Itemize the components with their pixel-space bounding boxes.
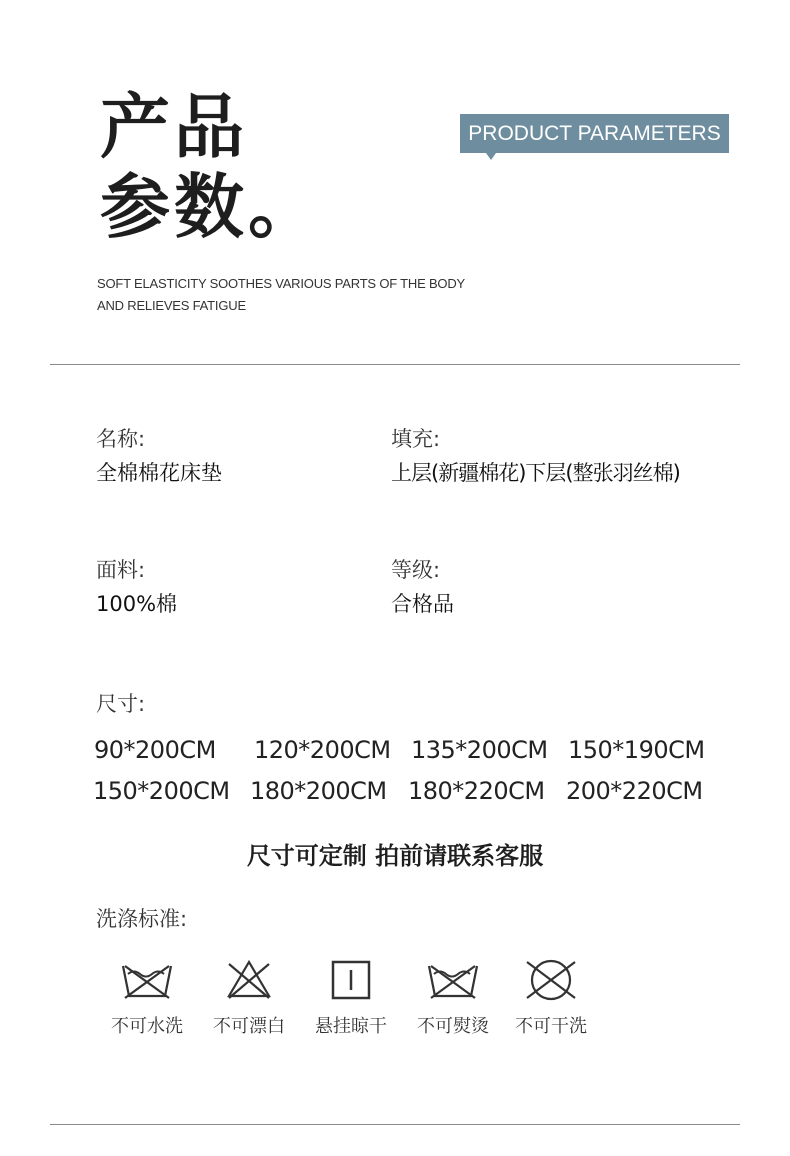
section-badge: PRODUCT PARAMETERS: [460, 114, 729, 153]
subtitle-line-2: AND RELIEVES FATIGUE: [97, 298, 246, 313]
care-item-label: 悬挂晾干: [315, 1016, 387, 1037]
fill-value: 上层(新疆棉花)下层(整张羽丝棉): [391, 461, 680, 485]
care-item: [501, 958, 601, 1038]
grade-value: 合格品: [391, 592, 454, 616]
care-item: [97, 958, 197, 1038]
size-option: 120*200CM: [254, 736, 391, 764]
care-item-label: 不可熨烫: [417, 1016, 489, 1037]
name-value: 全棉棉花床垫: [96, 461, 222, 485]
care-label: 洗涤标准:: [96, 907, 188, 931]
care-item: [301, 958, 401, 1038]
size-option: 135*200CM: [411, 736, 548, 764]
no-dryclean-icon: [523, 958, 579, 1002]
size-option: 180*200CM: [250, 777, 387, 805]
size-option: 90*200CM: [94, 736, 216, 764]
care-item-label: 不可干洗: [515, 1016, 587, 1037]
care-item-label: 不可水洗: [111, 1016, 183, 1037]
customization-note: 尺寸可定制 拍前请联系客服: [246, 842, 544, 870]
size-option: 150*200CM: [93, 777, 230, 805]
subtitle-line-1: SOFT ELASTICITY SOOTHES VARIOUS PARTS OF THE BODY: [97, 276, 465, 291]
page-title-line-1: 产品: [100, 86, 248, 168]
line-dry-icon: [323, 958, 379, 1002]
no-iron-icon: [425, 958, 481, 1002]
no-wash-icon: [119, 958, 175, 1002]
fill-label: 填充:: [391, 427, 441, 451]
care-item: [403, 958, 503, 1038]
fabric-label: 面料:: [96, 558, 146, 582]
grade-label: 等级:: [391, 558, 441, 582]
page-title-line-2: 参数。: [100, 166, 322, 248]
care-item-label: 不可漂白: [213, 1016, 285, 1037]
size-option: 200*220CM: [566, 777, 703, 805]
size-option: 150*190CM: [568, 736, 705, 764]
no-bleach-icon: [221, 958, 277, 1002]
care-item: [199, 958, 299, 1038]
size-label: 尺寸:: [96, 692, 146, 716]
fabric-value: 100%棉: [96, 592, 178, 616]
bottom-divider: [50, 1124, 740, 1125]
name-label: 名称:: [96, 427, 146, 451]
badge-pointer: [486, 153, 496, 160]
top-divider: [50, 364, 740, 365]
size-option: 180*220CM: [408, 777, 545, 805]
